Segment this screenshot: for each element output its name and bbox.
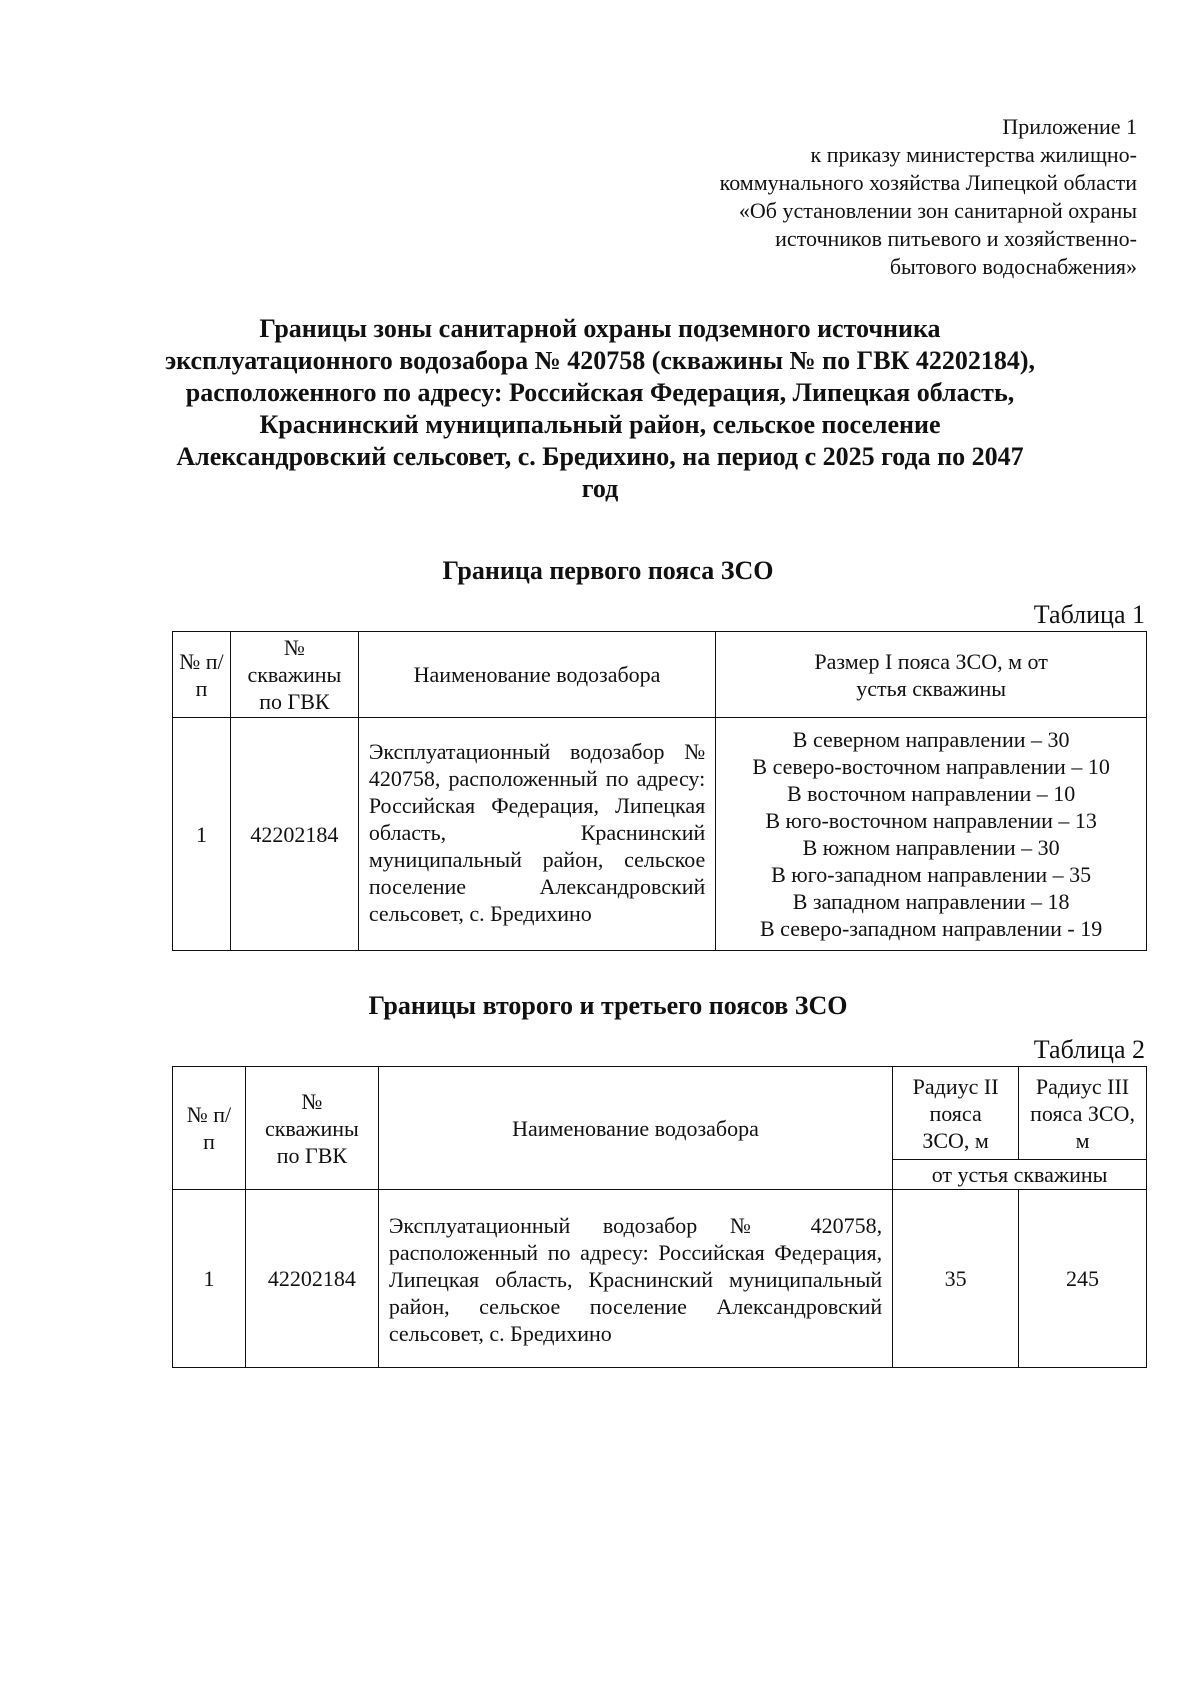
header-num: № п/п <box>173 632 231 718</box>
title-line: Александровский сельсовет, с. Бредихино, на период с 2025 года по 2047 <box>176 442 1024 471</box>
table-row <box>173 1190 1147 1368</box>
direction-item: В юго-восточном направлении – 13 <box>765 808 1097 833</box>
table-header-row <box>173 632 1147 718</box>
header-size: Размер I пояса ЗСО, м от устья скважины <box>716 632 1147 718</box>
appendix-line: Приложение 1 <box>1002 114 1137 139</box>
title-line: Границы зоны санитарной охраны подземного источника <box>259 314 941 343</box>
table1-label: Таблица 1 <box>1033 600 1145 629</box>
header-radius2: Радиус II пояса ЗСО, м <box>893 1067 1019 1160</box>
table-header-row <box>173 1067 1147 1160</box>
cell-radius2: 35 <box>893 1190 1019 1368</box>
cell-radius3: 245 <box>1019 1190 1147 1368</box>
direction-item: В южном направлении – 30 <box>802 835 1060 860</box>
title-line: Краснинский муниципальный район, сельское поселение <box>259 410 941 439</box>
cell-num: 1 <box>173 1190 246 1368</box>
header-name: Наименование водозабора <box>378 1067 892 1190</box>
header-num: № п/п <box>173 1067 246 1190</box>
appendix-line: к приказу министерства жилищно- <box>810 142 1137 167</box>
title-line: год <box>581 474 619 503</box>
title-line: расположенного по адресу: Российская Федерация, Липецкая область, <box>185 378 1015 407</box>
direction-item: В восточном направлении – 10 <box>786 781 1076 806</box>
table-row <box>173 718 1147 951</box>
cell-num: 1 <box>173 718 231 951</box>
direction-item: В северо-западном направлении - 19 <box>759 916 1103 941</box>
appendix-header <box>577 113 1137 281</box>
cell-name: Эксплуатационный водозабор № 420758, расположенный по адресу: Российская Федерация, Липецкая область, Краснинский муниципальный район, сельское поселение Александровский сельсовет, с. Бредихино <box>358 718 715 951</box>
cell-well: 42202184 <box>230 718 358 951</box>
table-second-third-belts <box>172 1066 1147 1368</box>
appendix-line: коммунального хозяйства Липецкой области <box>719 170 1137 195</box>
direction-item: В северном направлении – 30 <box>792 727 1070 752</box>
header-well: № скважины по ГВК <box>230 632 358 718</box>
appendix-line: «Об установлении зон санитарной охраны <box>738 198 1137 223</box>
direction-item: В западном направлении – 18 <box>792 889 1070 914</box>
section2-title: Границы второго и третьего поясов ЗСО <box>368 991 848 1020</box>
header-well: № скважины по ГВК <box>245 1067 378 1190</box>
table-first-belt <box>172 631 1147 951</box>
header-from-well: от устья скважины <box>893 1160 1147 1190</box>
section1-title: Граница первого пояса ЗСО <box>442 556 774 585</box>
table2-label: Таблица 2 <box>1033 1035 1145 1064</box>
direction-item: В юго-западном направлении – 35 <box>771 862 1092 887</box>
cell-well: 42202184 <box>245 1190 378 1368</box>
cell-name: Эксплуатационный водозабор № 420758, расположенный по адресу: Российская Федерация, Липецкая область, Краснинский муниципальный район, сельское поселение Александровский сельсовет, с. Бредихино <box>378 1190 892 1368</box>
cell-directions <box>716 718 1147 951</box>
document-title <box>160 313 1040 505</box>
title-line: эксплуатационного водозабора № 420758 (скважины № по ГВК 42202184), <box>164 346 1036 375</box>
header-name: Наименование водозабора <box>358 632 715 718</box>
header-radius3: Радиус III пояса ЗСО, м <box>1019 1067 1147 1160</box>
direction-item: В северо-восточном направлении – 10 <box>752 754 1110 779</box>
appendix-line: бытового водоснабжения» <box>889 254 1137 279</box>
appendix-line: источников питьевого и хозяйственно- <box>775 226 1137 251</box>
